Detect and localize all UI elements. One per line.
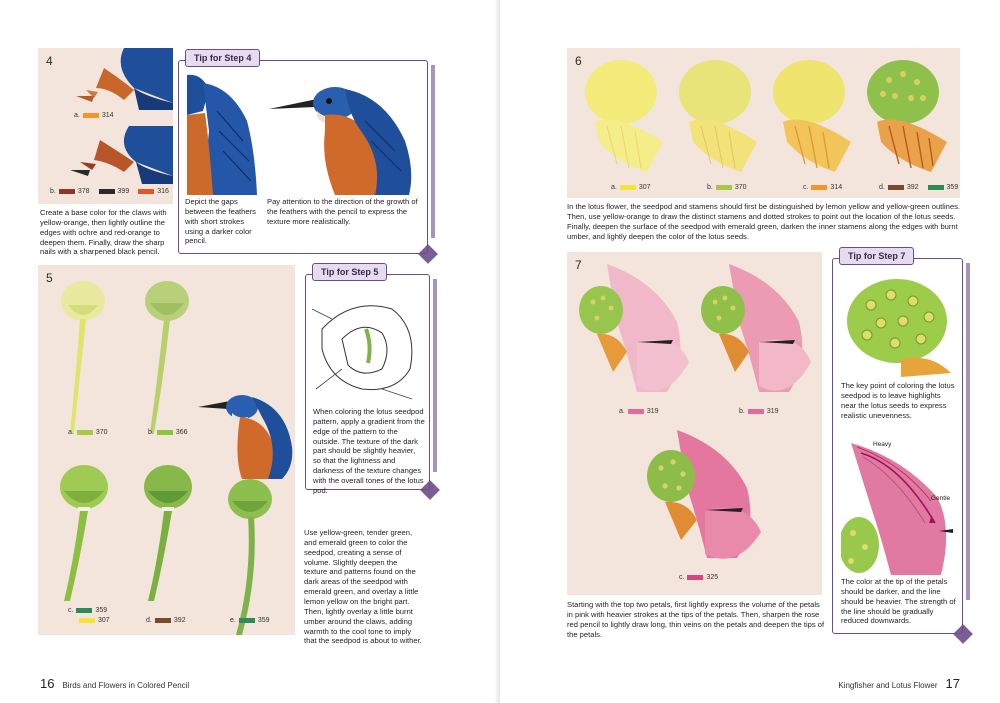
swatch-label: b.: [50, 188, 56, 195]
swatch-code: 359: [257, 617, 270, 624]
swatch-code: 319: [646, 408, 659, 415]
step5-swatch-d: [146, 617, 186, 624]
tip5-page-edge: [433, 279, 437, 472]
tip5-box: [305, 267, 430, 495]
step4-panel: [38, 48, 173, 204]
step6-text: In the lotus flower, the seedpod and stamens should first be distinguished by lemon yellow and yellow-green outlines. Then, use yellow-orange to draw the distinct stamens and dotted strokes to point out the location of the lotus seeds. Finally, deepen the surface of the seedpod with emerald green, darken the inner stamens along the edges with burnt umber, and lightly deepen the color of the lotus seeds.: [567, 202, 960, 241]
tip7-seedpod-closeup: [841, 273, 955, 377]
step6-swatch-b: [707, 184, 747, 191]
step4-swatch-a: [74, 112, 114, 119]
tip7-page-curl: [953, 624, 973, 644]
tip4-page-curl: [418, 244, 438, 264]
swatch-code: 359: [946, 184, 959, 191]
swatch-359: [76, 608, 92, 613]
step7-lotus-petal-c: [641, 428, 765, 568]
swatch-314: [83, 113, 99, 118]
swatch-label: e.: [230, 617, 236, 624]
step7-lotus-petal-b: [699, 262, 817, 402]
step5-swatch-c1: [68, 607, 107, 614]
swatch-code: 316: [157, 188, 169, 195]
swatch-319: [748, 409, 764, 414]
step6-lotus-stage-d: [859, 52, 951, 176]
swatch-399: [99, 189, 115, 194]
swatch-code: 378: [77, 188, 90, 195]
swatch-label: c.: [68, 607, 74, 614]
swatch-label: a.: [68, 429, 74, 436]
step5-number: 5: [46, 271, 53, 285]
swatch-label: b.: [739, 408, 745, 415]
step6-swatch-d: [879, 184, 958, 191]
tip7-label-heavy: Heavy: [873, 441, 892, 448]
tip7-box: [832, 251, 963, 634]
tip4-caption-left: Depict the gaps between the feathers with short strokes using a darker color pencil.: [185, 197, 256, 246]
swatch-307: [620, 185, 636, 190]
step7-swatch-c: [679, 574, 718, 581]
step7-panel: [567, 252, 822, 595]
swatch-code: 307: [98, 617, 110, 624]
step5-seedpod-a: [58, 275, 108, 435]
tip4-caption-right: Pay attention to the direction of the growth of the feathers with the pencil to express the texture more realistically.: [267, 197, 418, 226]
step6-lotus-stage-c: [765, 52, 855, 176]
swatch-code: 307: [638, 184, 651, 191]
swatch-label: a.: [74, 112, 80, 119]
swatch-label: d.: [146, 617, 152, 624]
step5-swatch-c2: [79, 617, 110, 624]
swatch-code: 392: [173, 617, 186, 624]
swatch-code: 370: [95, 429, 108, 436]
step6-lotus-stage-b: [671, 52, 761, 176]
chapter-title: Kingfisher and Lotus Flower: [838, 681, 938, 690]
swatch-366: [157, 430, 173, 435]
tip4-title: Tip for Step 4: [185, 49, 260, 67]
step6-lotus-stage-a: [577, 52, 667, 176]
step6-number: 6: [575, 54, 582, 68]
swatch-code: 359: [95, 607, 108, 614]
swatch-code: 325: [706, 574, 719, 581]
left-footer: [40, 676, 189, 691]
tip5-sketch-illustration: [312, 289, 424, 401]
step4-number: 4: [46, 54, 53, 68]
swatch-label: d.: [879, 184, 885, 191]
swatch-314: [811, 185, 827, 190]
swatch-319: [628, 409, 644, 414]
tip4-page-edge: [431, 65, 435, 238]
tip4-box: [178, 53, 428, 254]
swatch-label: c.: [803, 184, 809, 191]
swatch-code: 370: [734, 184, 747, 191]
step4-claw-illustration-a: [64, 48, 173, 110]
swatch-code: 392: [906, 184, 919, 191]
swatch-359: [239, 618, 255, 623]
right-page: [500, 0, 1000, 703]
swatch-code: 319: [766, 408, 779, 415]
step6-panel: [567, 48, 960, 198]
tip5-caption: When coloring the lotus seedpod pattern, apply a gradient from the edge of the pattern to the outside. The texture of the dark part should be slightly heavier, so that the lightness and darkness of the texture changes with the overall tones of the lotus pod.: [313, 407, 425, 495]
step7-swatch-b: [739, 408, 779, 415]
right-footer: [838, 676, 960, 691]
step7-swatch-a: [619, 408, 659, 415]
step4-claw-illustration-b: [64, 126, 173, 184]
step5-seedpod-c: [56, 463, 112, 603]
swatch-392: [888, 185, 904, 190]
step5-kingfisher-on-seedpod: [196, 387, 295, 635]
swatch-label: a.: [611, 184, 617, 191]
step5-panel: [38, 265, 295, 635]
page-number: 16: [40, 676, 55, 691]
step7-lotus-petal-a: [577, 262, 695, 402]
step4-text: Create a base color for the claws with yellow-orange, then lightly outline the edges with ochre and red-orange to deepen them. Finally, draw the sharp nails with a sharpened black pencil.: [40, 208, 167, 257]
tip5-title: Tip for Step 5: [312, 263, 387, 281]
step5-swatch-e: [230, 617, 270, 624]
swatch-code: 366: [175, 429, 188, 436]
swatch-370: [716, 185, 732, 190]
swatch-370: [77, 430, 93, 435]
swatch-label: b.: [148, 429, 154, 436]
tip4-kingfisher-head-illustration: [265, 71, 419, 195]
book-title: Birds and Flowers in Colored Pencil: [62, 681, 190, 690]
tip4-feather-illustration: [183, 71, 257, 195]
step7-text: Starting with the top two petals, first lightly express the volume of the petals in pink with heavier strokes at the tips of the petals. Then, sharpen the rose red pencil to lightly draw long, thin veins on the petals and deepen the tips of the petals.: [567, 600, 825, 639]
step6-swatch-c: [803, 184, 842, 191]
swatch-label: c.: [679, 574, 685, 581]
swatch-code: 314: [830, 184, 843, 191]
tip7-label-gentle: Gentle: [931, 495, 951, 502]
swatch-392: [155, 618, 171, 623]
step5-text: Use yellow-green, tender green, and emerald green to color the seedpod, creating a sense of volume. Slightly deepen the texture and patterns found on the dark areas of the seedpod with emerald green, and overlay a little lemon yellow on the bright part. Then, lightly overlay a little burnt umber around the claws, adding warmth to the cool tone to imply that the seedpod is about to wither.: [304, 528, 422, 646]
swatch-label: b.: [707, 184, 713, 191]
swatch-359: [928, 185, 944, 190]
tip7-caption-bottom: The color at the tip of the petals should be darker, and the line should be heavier. The strength of the line should be gradually reduced downwards.: [841, 577, 956, 626]
tip7-title: Tip for Step 7: [839, 247, 914, 265]
page-number: 17: [945, 676, 960, 691]
step5-seedpod-b: [142, 275, 192, 435]
swatch-label: a.: [619, 408, 625, 415]
swatch-code: 399: [117, 188, 130, 195]
step4-swatch-b: [50, 188, 169, 195]
tip7-page-edge: [966, 263, 970, 600]
swatch-code: 314: [101, 112, 114, 119]
swatch-307: [79, 618, 95, 623]
step5-seedpod-d: [140, 463, 196, 603]
step7-number: 7: [575, 258, 582, 272]
swatch-378: [59, 189, 75, 194]
step5-swatch-b: [148, 429, 188, 436]
tip7-petal-closeup: [841, 437, 955, 575]
tip7-caption-top: The key point of coloring the lotus seedpod is to leave highlights near the lotus seeds to express realistic unevenness.: [841, 381, 955, 420]
swatch-316: [138, 189, 154, 194]
step6-swatch-a: [611, 184, 651, 191]
step5-swatch-a: [68, 429, 108, 436]
swatch-325: [687, 575, 703, 580]
